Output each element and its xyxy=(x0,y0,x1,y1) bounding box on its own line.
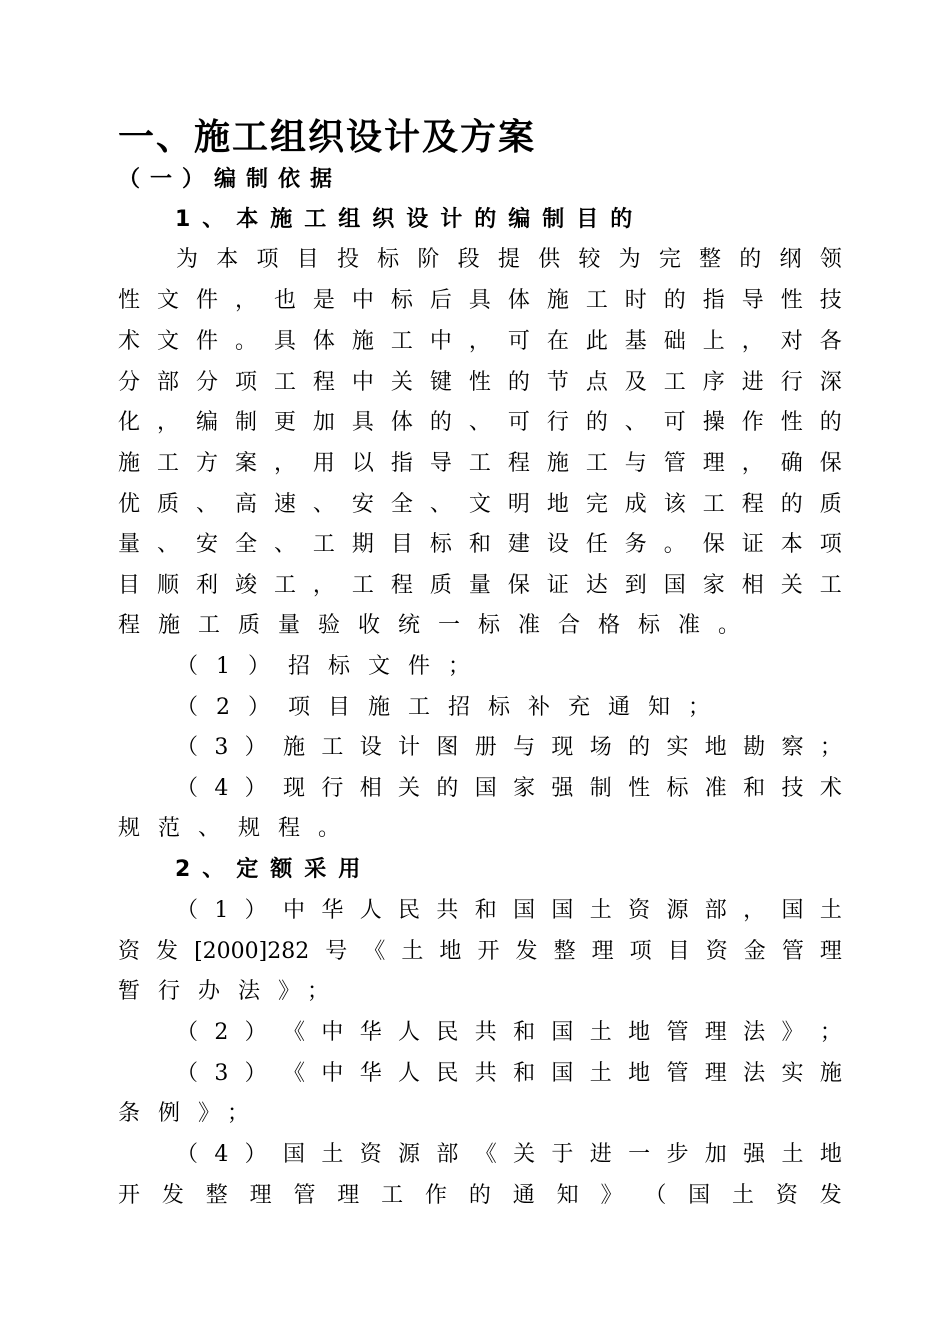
paragraph-line: 性 文 件 ， 也 是 中 标 后 具 体 施 工 时 的 指 导 性 技 xyxy=(118,288,842,313)
list-item-continuation: 暂行办法》； xyxy=(118,979,348,1004)
paragraph-line: 量 、 安 全 、 工 期 目 标 和 建 设 任 务 。 保 证 本 项 xyxy=(118,532,842,557)
list-item-continuation: 条例》； xyxy=(118,1101,268,1126)
list-item: （ 2 ） 《 中 华 人 民 共 和 国 土 地 管 理 法 》 ； xyxy=(176,1020,842,1045)
paragraph-line: 化 ， 编 制 更 加 具 体 的 、 可 行 的 、 可 操 作 性 的 xyxy=(118,410,842,435)
list-item: （ 1 ） 中 华 人 民 共 和 国 国 土 资 源 部 ， 国 土 xyxy=(176,898,842,923)
paragraph-line: 施 工 方 案 ， 用 以 指 导 工 程 施 工 与 管 理 ， 确 保 xyxy=(118,451,842,476)
list-item-continuation: 资 发 [2000]282 号 《 土 地 开 发 整 理 项 目 资 金 管 理 xyxy=(118,939,842,964)
paragraph-line: 优 质 、 高 速 、 安 全 、 文 明 地 完 成 该 工 程 的 质 xyxy=(118,492,842,517)
paragraph-line: 目 顺 利 竣 工 ， 工 程 质 量 保 证 达 到 国 家 相 关 工 xyxy=(118,573,842,598)
list-item: （ 3 ） 施 工 设 计 图 册 与 现 场 的 实 地 勘 察 ； xyxy=(176,735,842,760)
list-item: （ 4 ） 现 行 相 关 的 国 家 强 制 性 标 准 和 技 术 xyxy=(176,776,842,801)
list-item: （ 4 ） 国 土 资 源 部 《 关 于 进 一 步 加 强 土 地 xyxy=(176,1142,842,1167)
section-2-title: 2、定额采用 xyxy=(175,857,373,882)
section-1-title: 1、本施工组织设计的编制目的 xyxy=(175,207,645,232)
list-item-continuation: 规范、规程。 xyxy=(118,816,359,841)
paragraph-line: 术 文 件 。 具 体 施 工 中 ， 可 在 此 基 础 上 ， 对 各 xyxy=(118,329,842,354)
list-item: （2）项目施工招标补充通知； xyxy=(176,695,728,720)
heading-2: （一）编制依据 xyxy=(118,167,343,192)
paragraph-line: 为 本 项 目 投 标 阶 段 提 供 较 为 完 整 的 纲 领 xyxy=(176,247,842,272)
list-item-continuation: 开 发 整 理 管 理 工 作 的 通 知 》 （ 国 土 资 发 xyxy=(118,1183,842,1208)
list-item: （1）招标文件； xyxy=(176,654,488,679)
paragraph-line: 分 部 分 项 工 程 中 关 键 性 的 节 点 及 工 序 进 行 深 xyxy=(118,370,842,395)
paragraph-line: 程施工质量验收统一标准合格标准。 xyxy=(118,613,759,638)
list-item: （ 3 ） 《 中 华 人 民 共 和 国 土 地 管 理 法 实 施 xyxy=(176,1061,842,1086)
heading-1: 一、施工组织设计及方案 xyxy=(118,117,537,158)
